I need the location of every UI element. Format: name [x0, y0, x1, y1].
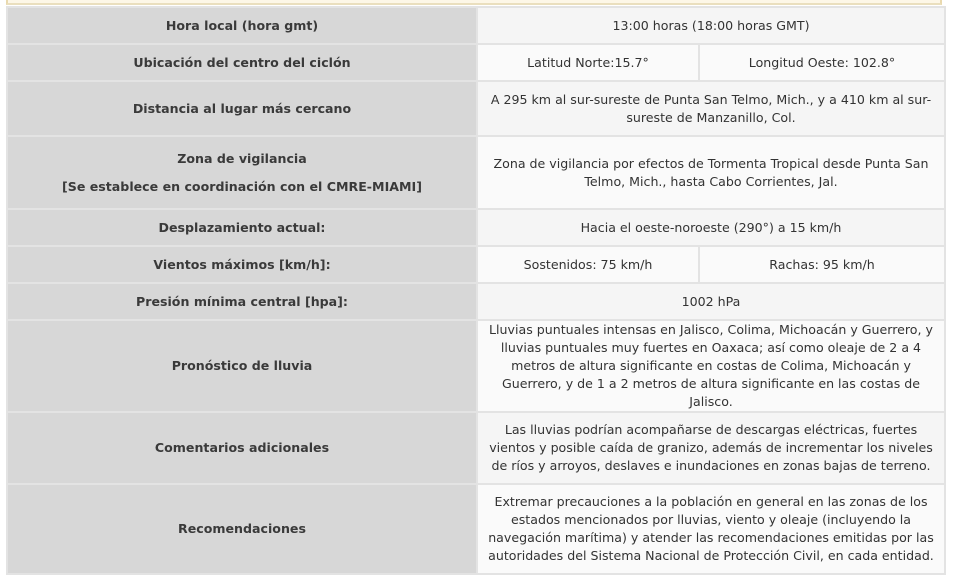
label-pronostico-lluvia: Pronóstico de lluvia [7, 320, 477, 412]
label-zona-vigilancia-title: Zona de vigilancia [177, 150, 307, 166]
label-ubicacion: Ubicación del centro del ciclón [7, 44, 477, 81]
label-vientos: Vientos máximos [km/h]: [7, 246, 477, 283]
value-vientos-rachas: Rachas: 95 km/h [699, 246, 945, 283]
table-row-recomendaciones [7, 484, 945, 574]
label-distancia: Distancia al lugar más cercano [7, 81, 477, 136]
table-row-hora [7, 7, 945, 44]
value-comentarios: Las lluvias podrían acompañarse de descargas eléctricas, fuertes vientos y posible caída de granizo, además de incrementar los niveles de ríos y arroyos, deslaves e inundaciones en zonas bajas de terreno. [477, 412, 945, 484]
value-latitud: Latitud Norte:15.7° [477, 44, 699, 81]
value-vientos-sostenidos: Sostenidos: 75 km/h [477, 246, 699, 283]
label-presion: Presión mínima central [hpa]: [7, 283, 477, 320]
label-recomendaciones: Recomendaciones [7, 484, 477, 574]
label-zona-vigilancia-note: [Se establece en coordinación con el CMRE-MIAMI] [62, 178, 422, 194]
table-row-presion [7, 283, 945, 320]
table-top-border [6, 0, 942, 5]
table-row-distancia [7, 81, 945, 136]
value-distancia: A 295 km al sur-sureste de Punta San Telmo, Mich., y a 410 km al sur-sureste de Manzanillo, Col. [477, 81, 945, 136]
label-comentarios: Comentarios adicionales [7, 412, 477, 484]
value-zona-vigilancia: Zona de vigilancia por efectos de Tormenta Tropical desde Punta San Telmo, Mich., hasta Cabo Corrientes, Jal. [477, 136, 945, 209]
value-presion: 1002 hPa [477, 283, 945, 320]
cyclone-info-table [6, 6, 946, 575]
value-recomendaciones: Extremar precauciones a la población en general en las zonas de los estados mencionados por lluvias, viento y oleaje (incluyendo la navegación marítima) y atender las recomendaciones emitidas por las autoridades del Sistema Nacional de Protección Civil, en cada entidad. [477, 484, 945, 574]
label-zona-vigilancia [7, 136, 477, 209]
value-longitud: Longitud Oeste: 102.8° [699, 44, 945, 81]
value-hora-local: 13:00 horas (18:00 horas GMT) [477, 7, 945, 44]
table-row-ubicacion [7, 44, 945, 81]
label-desplazamiento: Desplazamiento actual: [7, 209, 477, 246]
label-hora-local: Hora local (hora gmt) [7, 7, 477, 44]
table-row-vigilancia [7, 136, 945, 209]
table-row-desplazamiento [7, 209, 945, 246]
value-desplazamiento: Hacia el oeste-noroeste (290°) a 15 km/h [477, 209, 945, 246]
table-row-comentarios [7, 412, 945, 484]
table-row-lluvia [7, 320, 945, 412]
table-row-vientos [7, 246, 945, 283]
value-pronostico-lluvia: Lluvias puntuales intensas en Jalisco, Colima, Michoacán y Guerrero, y lluvias puntuales muy fuertes en Oaxaca; así como oleaje de 2 a 4 metros de altura significante en costas de Colima, Michoacán y Guerrero, y de 1 a 2 metros de altura significante en las costas de Jalisco. [477, 320, 945, 412]
